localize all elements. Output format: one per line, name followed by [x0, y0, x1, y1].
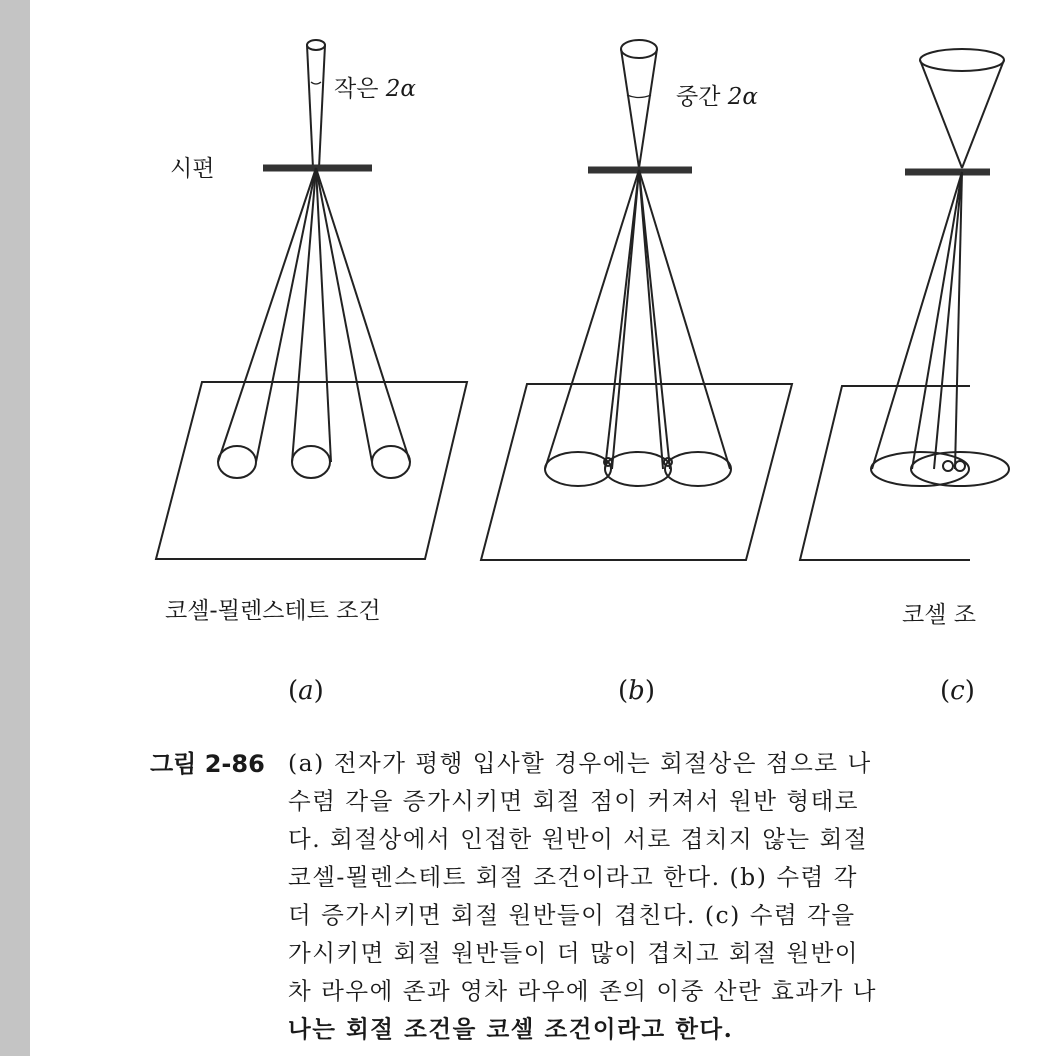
specimen-label: 시편 [170, 156, 215, 182]
caption-line: 수렴 각을 증가시키면 회절 점이 커져서 원반 형태로 [288, 787, 860, 815]
panel-b-disk-2 [605, 452, 671, 486]
panel-a-screen [156, 382, 467, 559]
panel-b-disk-1 [545, 452, 611, 486]
panel-c-diagram [800, 49, 1009, 560]
small-angle-symbol: 2α [385, 76, 416, 102]
caption-line: (a) 전자가 평행 입사할 경우에는 회절상은 점으로 나 [288, 749, 872, 777]
caption-line: 더 증가시키면 회절 원반들이 겹친다. (c) 수렴 각을 [288, 901, 856, 929]
panel-a-spot-3 [372, 446, 410, 478]
condition-c-label: 코셀 조 [902, 602, 976, 628]
medium-angle-prefix: 중간 [676, 84, 728, 110]
panel-a-diagram [156, 40, 467, 559]
panel-b-cone-top [621, 40, 657, 58]
medium-angle-label [676, 78, 758, 111]
panel-a-spot-2 [292, 446, 330, 478]
caption-line: 코셀-묄렌스테트 회절 조건이라고 한다. (b) 수렴 각 [288, 863, 858, 891]
caption-line: 가시키면 회절 원반들이 더 많이 겹치고 회절 원반이 [288, 939, 860, 967]
condition-a-label: 코셀-묄렌스테트 조건 [165, 598, 381, 624]
panel-c-disk-2 [911, 452, 1009, 486]
caption-line: 나는 회절 조건을 코셀 조건이라고 한다. [288, 1015, 734, 1043]
panel-c-screen [800, 386, 970, 560]
panel-b-letter: (b) [618, 676, 655, 706]
panel-c-disk-1 [871, 452, 969, 486]
caption-line: 다. 회절상에서 인접한 원반이 서로 겹치지 않는 회절 [288, 825, 868, 853]
panel-a-spot-1 [218, 446, 256, 478]
small-angle-label [334, 70, 416, 103]
panel-b-diagram [481, 40, 792, 560]
panel-b-disk-3 [665, 452, 731, 486]
panel-c-letter: (c) [940, 676, 975, 706]
panel-b-screen [481, 384, 792, 560]
panel-a-beam-top [307, 40, 325, 50]
caption-line: 차 라우에 존과 영차 라우에 존의 이중 산란 효과가 나 [288, 977, 877, 1005]
small-angle-prefix: 작은 [334, 76, 386, 102]
medium-angle-symbol: 2α [727, 84, 758, 110]
caption-label: 그림 2-86 [150, 750, 265, 778]
panel-c-cone-top [920, 49, 1004, 71]
panel-a-letter: (a) [288, 676, 324, 706]
